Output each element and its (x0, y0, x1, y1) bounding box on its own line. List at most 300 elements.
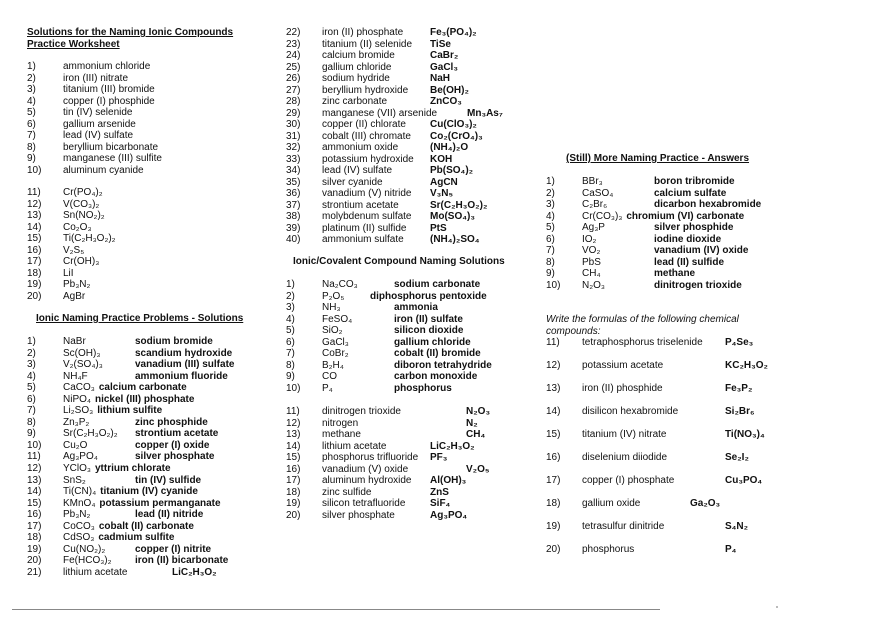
list-item (27, 73, 267, 85)
item-number: 2) (286, 290, 295, 302)
item-number: 14) (546, 406, 561, 417)
item-number: 17) (286, 475, 301, 487)
list-item (27, 486, 277, 498)
item-answer: Co₂(CrO₄)₃ (430, 130, 483, 142)
item-text: BBr₃ (582, 176, 603, 187)
item-answer: calcium sulfate (654, 187, 727, 199)
list-item (286, 119, 536, 131)
list-item (286, 223, 536, 235)
item-number: 3) (286, 302, 295, 314)
item-text: GaCl₃ (322, 336, 349, 348)
list-item (546, 521, 786, 544)
item-number: 34) (286, 165, 301, 176)
item-number: 2) (27, 347, 36, 359)
item-number: 15) (546, 429, 561, 440)
list-item (286, 154, 536, 166)
item-text: CaSO₄ (582, 187, 614, 199)
item-number: 23) (286, 38, 301, 50)
item-text: zinc carbonate (322, 96, 388, 107)
item-text: ammonium chloride (63, 61, 151, 72)
item-number: 19) (27, 279, 42, 291)
item-number: 16) (286, 463, 301, 475)
item-answer: Cu₃PO₄ (725, 475, 763, 486)
item-answer: diboron tetrahydride (394, 359, 492, 371)
list-item (27, 142, 267, 154)
item-text: lead (IV) sulfate (63, 130, 134, 142)
section-still-more-part1 (546, 176, 786, 291)
list-item (546, 245, 786, 257)
list-item (27, 187, 267, 199)
item-number: 20) (546, 544, 561, 555)
item-number: 13) (27, 474, 42, 486)
list-item (27, 107, 267, 119)
list-item (27, 268, 267, 280)
item-answer: LiC₂H₃O₂ (430, 440, 475, 452)
item-text: Ag₃PO₄ (63, 451, 98, 463)
item-text: CH₄ (582, 268, 601, 279)
item-answer: iodine dioxide (654, 233, 722, 245)
item-answer: Ti(NO₃)₄ (725, 429, 765, 440)
item-text: ammonium sulfate (322, 234, 404, 245)
list-item (546, 188, 786, 200)
item-number: 9) (546, 268, 555, 279)
item-text: NiPO₄ (63, 393, 91, 405)
list-item (546, 222, 786, 234)
item-text: NH₄F (63, 370, 88, 382)
list-item (546, 452, 786, 475)
item-text: potassium hydroxide (322, 153, 414, 165)
item-answer: Cu(ClO₃)₂ (430, 119, 477, 130)
item-answer: N₂O₃ (466, 406, 491, 417)
item-answer: calcium carbonate (98, 382, 187, 394)
list-item (286, 452, 536, 464)
list-item (286, 325, 536, 337)
item-answer: Ga₂O₃ (690, 498, 721, 509)
item-number: 5) (286, 325, 295, 337)
section-ionic-practice (27, 336, 277, 578)
item-text: V₂(SO₄)₃ (63, 359, 103, 371)
item-answer: Fe₃P₂ (725, 383, 753, 394)
item-number: 7) (286, 348, 295, 360)
item-number: 3) (27, 359, 36, 371)
item-answer: iron (II) bicarbonate (135, 555, 229, 567)
list-item (27, 405, 277, 417)
list-item (286, 85, 536, 97)
item-number: 14) (27, 221, 42, 233)
item-answer: P₄Se₃ (725, 337, 754, 348)
item-answer: strontium acetate (135, 428, 219, 440)
item-text: sodium hydride (322, 73, 390, 84)
item-number: 27) (286, 84, 301, 96)
item-number: 15) (27, 497, 42, 509)
section-naming-part2 (27, 187, 267, 302)
item-answer: tin (IV) sulfide (135, 474, 202, 486)
item-number: 14) (286, 440, 301, 452)
list-item (286, 464, 536, 476)
section-title-ionic-practice: Ionic Naming Practice Problems - Solutions (36, 313, 244, 324)
item-text: C₂Br₆ (582, 199, 608, 210)
list-item (546, 406, 786, 429)
item-text: methane (322, 429, 361, 441)
item-answer: potassium permanganate (99, 497, 221, 509)
item-answer: ammonia (394, 302, 438, 314)
list-item (27, 279, 267, 291)
item-text: tetrasulfur dinitride (582, 521, 665, 532)
worksheet-title: Solutions for the Naming Ionic Compounds (27, 27, 234, 38)
item-answer: yttrium chlorate (94, 463, 171, 475)
item-text: copper (I) phosphate (582, 475, 675, 486)
list-item (286, 27, 536, 39)
item-text: copper (I) phosphide (63, 95, 155, 107)
item-answer: Pb(SO₄)₂ (430, 165, 474, 176)
list-item (27, 428, 277, 440)
item-answer: cobalt (II) carbonate (98, 520, 194, 532)
instruction-text: Write the formulas of the following chemical compounds: (546, 314, 739, 337)
item-text: Cr(OH)₃ (63, 256, 100, 268)
item-number: 2) (27, 72, 36, 84)
item-answer: dicarbon hexabromide (654, 199, 762, 210)
item-text: B₂H₄ (322, 359, 344, 371)
item-number: 20) (286, 509, 301, 521)
list-item (546, 337, 786, 360)
item-answer: phosphorus (394, 382, 452, 394)
item-text: Ti(C₂H₃O₂)₂ (63, 233, 116, 245)
item-number: 29) (286, 107, 301, 119)
item-text: Cu₂O (63, 439, 88, 451)
item-answer: Be(OH)₂ (430, 84, 469, 96)
item-answer: lead (II) nitride (135, 509, 204, 521)
worksheet-subtitle: Practice Worksheet (27, 39, 120, 50)
item-text: P₄ (322, 382, 333, 394)
list-item (27, 382, 277, 394)
item-number: 12) (286, 417, 301, 429)
list-item (27, 475, 277, 487)
item-number: 3) (546, 199, 555, 210)
item-text: N₂O₃ (582, 279, 605, 291)
list-item (286, 348, 536, 360)
item-text: diselenium diiodide (582, 452, 668, 463)
list-item (546, 234, 786, 246)
item-text: gallium oxide (582, 498, 641, 509)
item-answer: (NH₄)₂O (430, 142, 469, 153)
list-item (286, 142, 536, 154)
list-item (286, 96, 536, 108)
item-text: silver phosphate (322, 509, 395, 521)
item-text: gallium arsenide (63, 118, 136, 130)
list-item (27, 256, 267, 268)
item-text: CoBr₂ (322, 348, 349, 360)
list-item (286, 50, 536, 62)
item-answer: copper (I) oxide (135, 439, 210, 451)
item-number: 36) (286, 188, 301, 199)
list-item (27, 567, 277, 579)
item-text: YClO₃ (63, 463, 91, 475)
item-number: 1) (27, 61, 36, 72)
list-item (286, 498, 536, 510)
item-number: 10) (27, 164, 42, 176)
item-number: 10) (546, 279, 561, 291)
item-text: Pb₃N₂ (63, 509, 91, 521)
item-number: 7) (546, 245, 555, 256)
list-item (286, 200, 536, 212)
item-answer: Al(OH)₃ (430, 475, 467, 487)
item-text: strontium acetate (322, 199, 399, 211)
item-text: nitrogen (322, 417, 359, 429)
list-item (27, 544, 277, 556)
item-answer: AgCN (430, 176, 458, 188)
list-item (546, 475, 786, 498)
list-item (27, 153, 267, 165)
item-text: SiO₂ (322, 325, 343, 337)
item-number: 30) (286, 119, 301, 130)
item-text: iron (III) nitrate (63, 72, 129, 84)
list-item (286, 383, 536, 395)
section-title-ionic-covalent: Ionic/Covalent Compound Naming Solutions (293, 256, 505, 267)
item-answer: Se₂I₂ (725, 452, 749, 463)
list-item (286, 441, 536, 453)
item-answer: Fe₃(PO₄)₂ (430, 27, 477, 38)
list-item (546, 257, 786, 269)
list-item (286, 291, 536, 303)
item-number: 9) (286, 371, 295, 383)
item-answer: PF₃ (430, 452, 448, 464)
list-item (27, 394, 277, 406)
item-number: 16) (27, 244, 42, 256)
item-text: silver cyanide (322, 176, 383, 188)
item-number: 9) (27, 428, 36, 440)
item-number: 6) (546, 233, 555, 245)
item-number: 25) (286, 61, 301, 73)
item-number: 39) (286, 222, 301, 234)
item-number: 12) (27, 198, 42, 210)
item-number: 19) (546, 521, 561, 532)
item-answer: P₄ (725, 544, 737, 555)
item-number: 5) (546, 222, 555, 233)
item-number: 18) (546, 498, 561, 509)
item-answer: KC₂H₃O₂ (725, 360, 768, 371)
item-answer: V₃N₅ (430, 188, 454, 199)
item-number: 15) (286, 452, 301, 464)
list-item (27, 440, 277, 452)
item-text: vanadium (V) nitride (322, 188, 412, 199)
item-number: 5) (27, 382, 36, 394)
list-item (286, 165, 536, 177)
list-item (27, 84, 267, 96)
item-number: 3) (27, 84, 36, 96)
item-number: 18) (27, 532, 42, 544)
list-item (286, 177, 536, 189)
item-number: 20) (27, 290, 42, 302)
item-number: 19) (286, 498, 301, 510)
item-text: vanadium (V) oxide (322, 463, 409, 475)
item-text: Sn(NO₂)₂ (63, 210, 105, 222)
item-answer: Ag₃PO₄ (430, 509, 468, 521)
item-number: 4) (27, 370, 36, 382)
item-text: ammonium oxide (322, 142, 399, 153)
item-text: Zn₃P₂ (63, 416, 90, 428)
item-number: 16) (546, 452, 561, 463)
item-number: 26) (286, 73, 301, 84)
item-text: Cr(PO₄)₂ (63, 187, 103, 198)
item-answer: V₂O₅ (466, 463, 490, 475)
list-item (286, 39, 536, 51)
item-number: 19) (27, 543, 42, 555)
item-number: 6) (27, 118, 36, 130)
item-text: LiI (63, 267, 74, 279)
item-text: CdSO₃ (63, 532, 95, 544)
item-text: NaBr (63, 336, 86, 347)
item-answer: ZnS (430, 486, 449, 498)
list-item (27, 555, 277, 567)
item-answer: lead (II) sulfide (654, 256, 725, 268)
item-number: 13) (546, 383, 561, 394)
list-item (286, 371, 536, 383)
item-answer: silicon dioxide (394, 325, 464, 337)
item-number: 20) (27, 555, 42, 567)
item-answer: N₂ (466, 417, 478, 429)
list-item (546, 429, 786, 452)
item-text: beryllium hydroxide (322, 84, 409, 96)
item-text: calcium bromide (322, 50, 395, 61)
item-answer: silver phosphate (135, 451, 215, 463)
list-item (27, 348, 277, 360)
item-number: 31) (286, 130, 301, 142)
list-item (286, 337, 536, 349)
item-number: 12) (546, 360, 561, 371)
item-text: potassium acetate (582, 360, 664, 371)
item-answer: Mo(SO₄)₃ (430, 211, 475, 222)
item-text: Pb₃N₂ (63, 279, 91, 291)
item-answer: CH₄ (466, 429, 486, 441)
item-answer: Mn₃As₇ (467, 107, 503, 119)
list-item (27, 165, 267, 177)
list-item (546, 280, 786, 292)
item-text: iron (II) phosphide (582, 383, 663, 394)
item-text: tin (IV) selenide (63, 107, 133, 119)
item-answer: silver phosphide (654, 222, 734, 233)
footer-divider (12, 609, 660, 610)
list-item (27, 371, 277, 383)
section-ionic-covalent-part1 (286, 279, 536, 394)
item-answer: scandium hydroxide (135, 347, 233, 359)
item-answer: LiC₂H₃O₂ (172, 566, 217, 578)
page-mark (776, 606, 778, 608)
item-number: 8) (546, 256, 555, 268)
item-text: disilicon hexabromide (582, 406, 679, 417)
item-text: titanium (II) selenide (322, 38, 413, 50)
list-item (27, 199, 267, 211)
item-number: 4) (546, 210, 555, 222)
item-answer: diphosphorus pentoxide (370, 290, 487, 302)
item-number: 11) (27, 451, 41, 463)
list-item (286, 360, 536, 372)
item-answer: zinc phosphide (135, 416, 208, 428)
item-text: phosphorus (582, 544, 635, 555)
item-number: 17) (27, 256, 42, 268)
item-number: 2) (546, 187, 555, 199)
item-answer: vanadium (III) sulfate (135, 359, 235, 371)
item-number: 33) (286, 153, 301, 165)
item-answer: nickel (III) phosphate (94, 393, 195, 405)
list-item (27, 130, 267, 142)
item-answer: sodium bromide (135, 336, 213, 347)
item-text: tetraphosphorus triselenide (582, 337, 703, 348)
item-text: SnS₂ (63, 474, 86, 486)
item-number: 40) (286, 234, 301, 245)
list-item (546, 176, 786, 188)
item-text: copper (II) chlorate (322, 119, 406, 130)
list-item (27, 291, 267, 303)
list-item (27, 359, 277, 371)
item-text: aluminum cyanide (63, 164, 144, 176)
item-answer: iron (II) sulfate (394, 313, 463, 325)
item-answer: boron tribromide (654, 176, 735, 187)
list-item (27, 509, 277, 521)
item-answer: cadmium sulfite (98, 532, 175, 544)
item-answer: carbon monoxide (394, 371, 478, 383)
list-item (27, 96, 267, 108)
list-item (27, 61, 267, 73)
list-item (27, 336, 277, 348)
item-text: V₂S₅ (63, 244, 85, 256)
item-number: 18) (27, 267, 42, 279)
item-text: Fe(HCO₃)₂ (63, 555, 112, 567)
item-text: CO (322, 371, 337, 383)
item-number: 11) (286, 406, 300, 417)
item-text: Cr(CO₃)₃ (582, 210, 623, 222)
item-answer: cobalt (II) bromide (394, 348, 481, 360)
item-text: Sr(C₂H₃O₂)₂ (63, 428, 118, 440)
list-item (27, 498, 277, 510)
item-text: V(CO₃)₂ (63, 198, 100, 210)
item-text: manganese (III) sulfite (63, 153, 162, 165)
item-answer: KOH (430, 153, 453, 165)
item-text: P₂O₅ (322, 290, 345, 302)
item-answer: NaH (430, 73, 451, 84)
item-answer: S₄N₂ (725, 521, 749, 532)
item-answer: ammonium fluoride (135, 370, 228, 382)
item-number: 8) (27, 416, 36, 428)
list-item (286, 302, 536, 314)
item-text: cobalt (III) chromate (322, 130, 411, 142)
item-number: 11) (27, 187, 41, 198)
list-item (546, 268, 786, 280)
item-number: 14) (27, 486, 42, 498)
item-text: dinitrogen trioxide (322, 406, 401, 417)
item-text: silicon tetrafluoride (322, 498, 406, 510)
item-answer: dinitrogen trioxide (654, 279, 742, 291)
list-item (286, 131, 536, 143)
item-text: IO₂ (582, 233, 597, 245)
list-item (546, 199, 786, 211)
item-text: FeSO₄ (322, 313, 353, 325)
item-text: Ag₃P (582, 222, 605, 233)
item-number: 6) (27, 393, 36, 405)
item-answer: GaCl₃ (430, 61, 458, 73)
item-number: 5) (27, 107, 36, 119)
item-number: 10) (27, 439, 42, 451)
list-item (286, 475, 536, 487)
item-answer: vanadium (IV) oxide (654, 245, 749, 256)
list-item (286, 62, 536, 74)
section-ionic-covalent-part2 (286, 406, 536, 521)
item-number: 17) (27, 520, 42, 532)
item-number: 1) (546, 176, 555, 187)
item-answer: ZnCO₃ (430, 96, 462, 107)
item-answer: PtS (430, 222, 447, 234)
item-number: 35) (286, 176, 301, 188)
item-answer: (NH₄)₂SO₄ (430, 234, 480, 245)
